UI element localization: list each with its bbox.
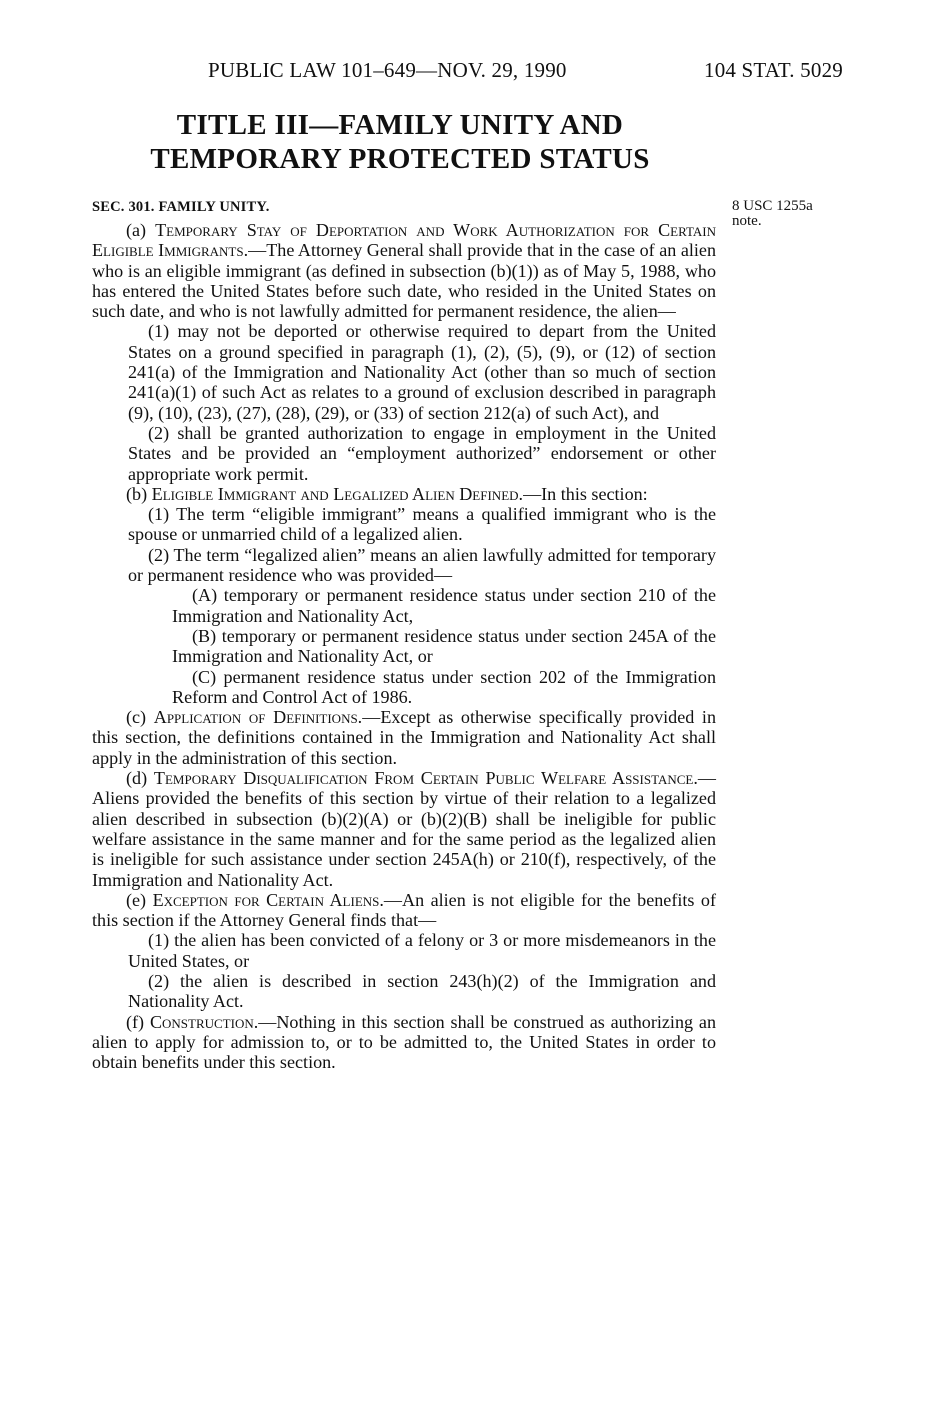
subsection-f-label: (f) (126, 1011, 145, 1032)
section-body (92, 196, 716, 1072)
subsection-f (92, 1012, 716, 1073)
subsection-a-label: (a) (126, 220, 147, 240)
margin-note (732, 199, 813, 229)
subsection-a-paragraph-2: (2) shall be granted authorization to engage in employment in the United States and be provided an “employment authorized” endorsement or other appropriate work permit. (128, 422, 716, 484)
margin-note-line-2: note. (732, 213, 762, 229)
subsection-c-text: —Except as otherwise specifically provided in this section, the definitions contained in the Immigration and Nationality Act shall apply in the administration of this section. (92, 707, 716, 768)
subsection-d-label: (d) (126, 768, 148, 789)
title-line-1: TITLE III—FAMILY UNITY AND (176, 109, 624, 141)
page-number: 104 STAT. 5029 (704, 58, 843, 82)
section-heading: SEC. 301. FAMILY UNITY. (92, 199, 270, 215)
subsection-e (92, 890, 716, 931)
subsection-d (92, 768, 716, 890)
subsection-b-subparagraph-B: (B) temporary or permanent residence status under section 245A of the Immigration and Nationality Act, or (172, 625, 716, 667)
subsection-e-caption: Exception for Certain Aliens. (152, 889, 384, 910)
subsection-b-paragraph-2: (2) The term “legalized alien” means an alien lawfully admitted for temporary or permanent residence who was provided— (128, 544, 716, 586)
subsection-a-caption: Temporary Stay of Deportation and Work Authorization for Certain Eligible Immigrants. (92, 220, 716, 261)
margin-note-line-1: 8 USC 1255a (732, 198, 813, 214)
subsection-e-paragraph-2: (2) the alien is described in section 243(h)(2) of the Immigration and Nationality Act. (128, 970, 716, 1012)
subsection-c-label: (c) (126, 707, 147, 728)
subsection-e-paragraph-1: (1) the alien has been convicted of a felony or 3 or more misdemeanors in the United States, or (128, 930, 716, 971)
subsection-f-text: —Nothing in this section shall be construed as authorizing an alien to apply for admission to, or to be admitted to, the United States in order to obtain benefits under this section. (92, 1011, 716, 1073)
subsection-b-subparagraph-A: (A) temporary or permanent residence status under section 210 of the Immigration and Nationality Act, (172, 585, 716, 626)
subsection-c (92, 707, 716, 768)
subsection-b-label: (b) (126, 483, 148, 504)
subsection-c-caption: Application of Definitions. (153, 707, 363, 728)
subsection-f-caption: Construction. (149, 1011, 259, 1032)
subsection-e-text: —An alien is not eligible for the benefits of this section if the Attorney General finds that— (92, 889, 716, 931)
title-line-2: TEMPORARY PROTECTED STATUS (150, 143, 650, 175)
subsection-b-paragraph-1: (1) The term “eligible immigrant” means a qualified immigrant who is the spouse or unmarried child of a legalized alien. (128, 504, 716, 545)
running-head: PUBLIC LAW 101–649—NOV. 29, 1990 (208, 58, 567, 82)
subsection-d-caption: Temporary Disqualification From Certain Public Welfare Assistance. (153, 768, 698, 789)
title-heading (120, 108, 680, 176)
subsection-a (92, 220, 716, 321)
subsection-e-label: (e) (126, 889, 147, 910)
subsection-a-text: —The Attorney General shall provide that in the case of an alien who is an eligible immigrant (as defined in subsection (b)(1)) as of May 5, 1988, who has entered the United States before such date, who resided in the United States on such date, and who is not lawfully admitted for permanent residence, the alien— (92, 240, 717, 322)
subsection-b-text: —In this section: (523, 483, 648, 504)
subsection-b-caption: Eligible Immigrant and Legalized Alien Defined. (151, 483, 524, 504)
subsection-d-text: —Aliens provided the benefits of this section by virtue of their relation to a legalized alien described in subsection (b)(2)(A) or (b)(2)(B) shall be ineligible for public welfare assistance in the same manner and for the same period as the legalized alien is ineligible for such assistance under section 245A(h) or 210(f), respectively, of the Immigration and Nationality Act. (92, 768, 716, 890)
subsection-b-subparagraph-C: (C) permanent residence status under section 202 of the Immigration Reform and Control Act of 1986. (172, 666, 716, 707)
subsection-a-paragraph-1: (1) may not be deported or otherwise required to depart from the United States on a ground specified in paragraph (1), (2), (5), (9), or (12) of section 241(a) of the Immigration and Nationality Act (other than so much of section 241(a)(1) of such Act as relates to a ground of exclusion described in paragraph (9), (10), (23), (27), (28), (29), or (33) of section 212(a) of such Act), and (128, 321, 716, 423)
subsection-b (92, 484, 716, 504)
